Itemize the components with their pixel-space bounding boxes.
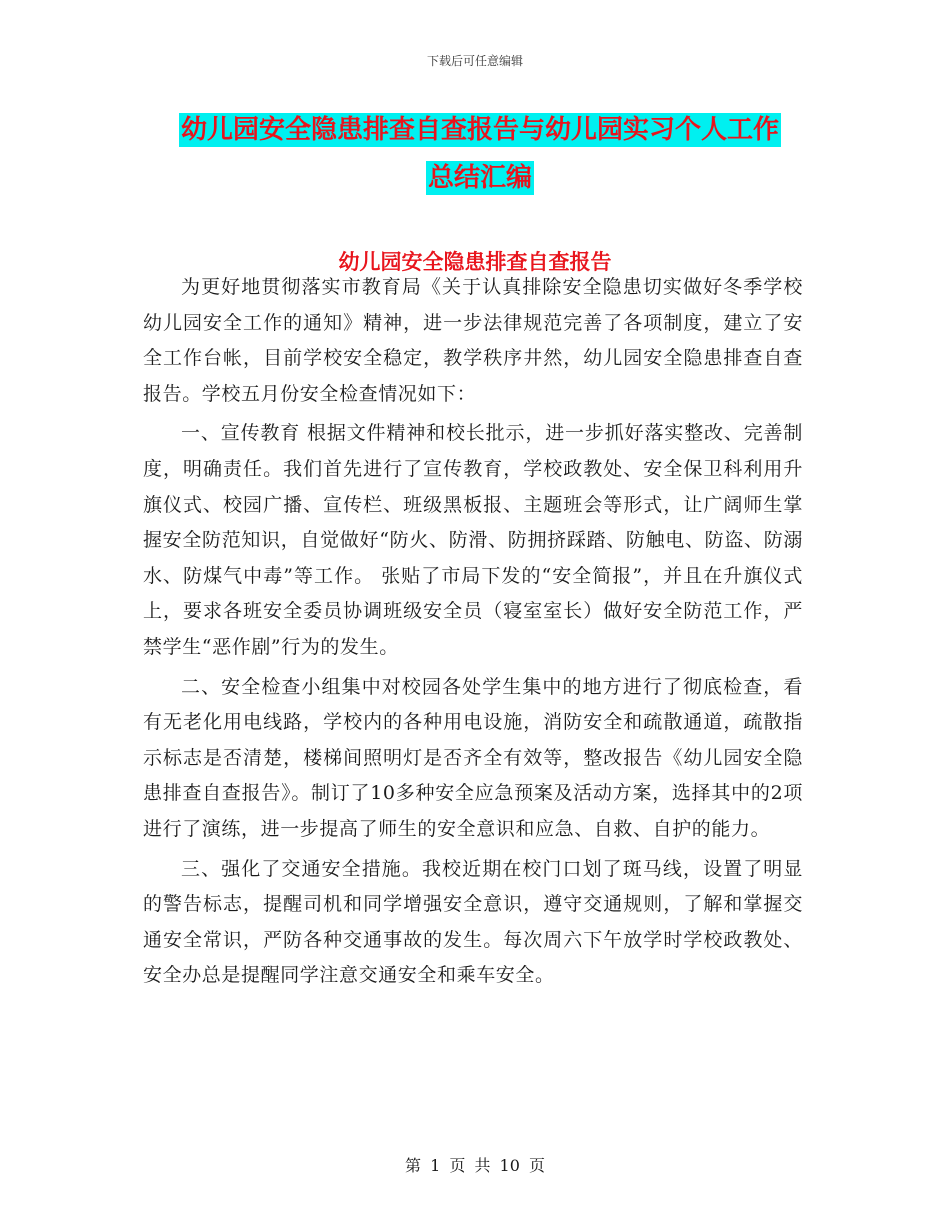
- document-title: [140, 106, 820, 202]
- paragraph-safety-inspection: 二、安全检查小组集中对校园各处学生集中的地方进行了彻底检查，看有无老化用电线路，学校内的各种用电设施，消防安全和疏散通道，疏散指示标志是否清楚，楼梯间照明灯是否齐全有效等，整改报告《幼儿园安全隐患排查自查报告》。制订了10多种安全应急预案及活动方案，选择其中的2项进行了演练，进一步提高了师生的安全意识和应急、自救、自护的能力。: [143, 675, 803, 840]
- paragraph-publicity-education: 一、宣传教育 根据文件精神和校长批示，进一步抓好落实整改、完善制度，明确责任。我们首先进行了宣传教育，学校政教处、安全保卫科利用升旗仪式、校园广播、宣传栏、班级黑板报、主题班会等形式，让广阔师生掌握安全防范知识，自觉做好“防火、防滑、防拥挤踩踏、防触电、防盗、防溺水、防煤气中毒”等工作。 张贴了市局下发的“安全简报”，并且在升旗仪式上，要求各班安全委员协调班级安全员（寝室室长）做好安全防范工作，严禁学生“恶作剧”行为的发生。: [143, 422, 803, 658]
- page-header: 下载后可任意编辑: [426, 54, 523, 68]
- page-footer: 第 1 页 共 10 页: [405, 1156, 545, 1175]
- paragraph-traffic-safety: 三、强化了交通安全措施。我校近期在校门口划了斑马线，设置了明显的警告标志，提醒司机和同学增强安全意识，遵守交通规则，了解和掌握交通安全常识，严防各种交通事故的发生。每次周六下午放学时学校政教处、安全办总是提醒同学注意交通安全和乘车安全。: [143, 857, 803, 987]
- document-title-line-1: 幼儿园安全隐患排查自查报告与幼儿园实习个人工作: [180, 115, 779, 145]
- document-title-line-2: 总结汇编: [427, 163, 532, 193]
- document-body: [143, 270, 803, 994]
- paragraph-intro: 为更好地贯彻落实市教育局《关于认真排除安全隐患切实做好冬季学校幼儿园安全工作的通知》精神，进一步法律规范完善了各项制度，建立了安全工作台帐，目前学校安全稳定，教学秩序井然，幼儿园安全隐患排查自查报告。学校五月份安全检查情况如下：: [143, 276, 803, 405]
- section-title: 幼儿园安全隐患排查自查报告: [338, 250, 612, 274]
